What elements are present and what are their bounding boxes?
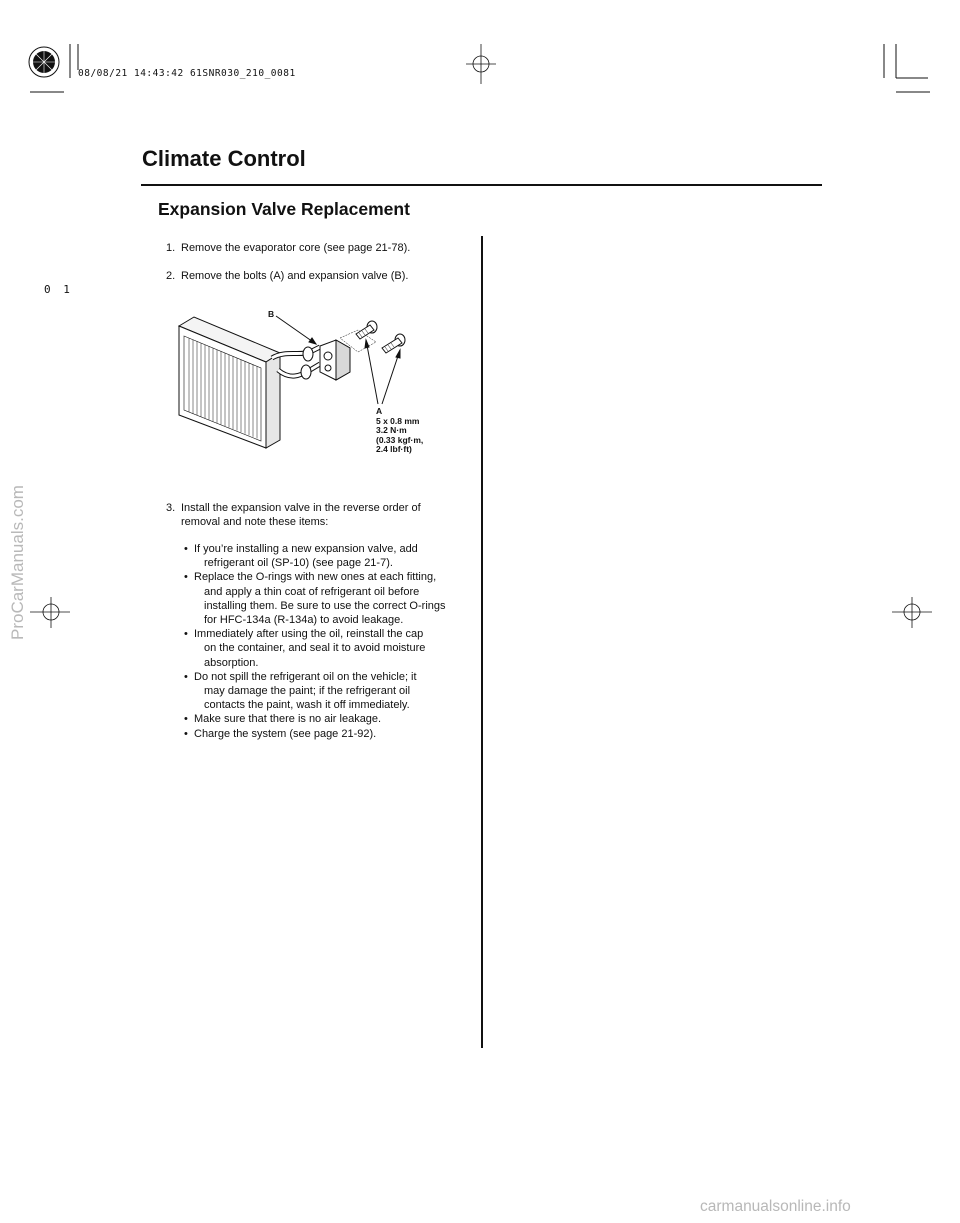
note-line: for HFC-134a (R-134a) to avoid leakage. bbox=[204, 614, 404, 627]
note-line: refrigerant oil (SP-10) (see page 21-7). bbox=[204, 557, 393, 570]
note-item bbox=[184, 712, 474, 726]
note-line: contacts the paint, wash it off immediately. bbox=[204, 699, 410, 712]
note-item bbox=[184, 670, 474, 713]
registration-target-icon bbox=[29, 47, 59, 77]
watermark-bottom: carmanualsonline.info bbox=[700, 1198, 851, 1215]
step-2 bbox=[166, 269, 476, 283]
bullet-icon: • bbox=[184, 571, 188, 584]
section-title: Climate Control bbox=[142, 146, 306, 171]
bullet-icon: • bbox=[184, 670, 188, 683]
step-text: Remove the bolts (A) and expansion valve (B). bbox=[181, 270, 409, 282]
note-item bbox=[184, 627, 474, 670]
step-3 bbox=[166, 501, 476, 529]
note-line: If you’re installing a new expansion valve, add bbox=[194, 543, 418, 555]
step-text-line: Install the expansion valve in the reverse order of bbox=[181, 502, 421, 514]
step-number: 2. bbox=[166, 270, 176, 282]
watermark-side: ProCarManuals.com bbox=[8, 485, 27, 640]
step-text: Remove the evaporator core (see page 21-78). bbox=[181, 242, 411, 254]
subsection-title: Expansion Valve Replacement bbox=[158, 199, 410, 219]
note-line: may damage the paint; if the refrigerant oil bbox=[204, 685, 411, 698]
bullet-icon: • bbox=[184, 727, 188, 740]
note-line: absorption. bbox=[204, 656, 259, 669]
torque-spec-lbfft: 2.4 lbf·ft) bbox=[376, 444, 412, 454]
crosshair-icon bbox=[892, 597, 932, 628]
step-1 bbox=[166, 241, 476, 255]
torque-spec-nm: 3.2 N·m bbox=[376, 425, 407, 435]
note-line: Do not spill the refrigerant oil on the vehicle; it bbox=[194, 670, 417, 683]
column-divider bbox=[481, 236, 483, 1048]
torque-spec-kgfm: (0.33 kgf·m, bbox=[376, 434, 424, 445]
step-number: 3. bbox=[166, 502, 176, 514]
print-stamp: 08/08/21 14:43:42 61SNR030_210_0081 bbox=[78, 68, 296, 79]
title-rule bbox=[141, 184, 822, 186]
note-line: Immediately after using the oil, reinstall the cap bbox=[194, 628, 424, 641]
note-item bbox=[184, 570, 474, 627]
note-item bbox=[184, 727, 474, 741]
bolt-size-spec: 5 x 0.8 mm bbox=[376, 415, 420, 426]
bullet-icon: • bbox=[184, 543, 188, 555]
note-line: Make sure that there is no air leakage. bbox=[194, 713, 382, 726]
bullet-icon: • bbox=[184, 713, 188, 726]
bolt-part bbox=[356, 321, 377, 339]
note-item bbox=[184, 542, 474, 570]
page-code: 0 1 bbox=[44, 283, 73, 296]
notes-list bbox=[184, 542, 474, 741]
note-line: Charge the system (see page 21-92). bbox=[194, 727, 377, 740]
step-text-line: removal and note these items: bbox=[181, 516, 329, 528]
callout-label-b: B bbox=[268, 309, 275, 319]
bullet-icon: • bbox=[184, 628, 188, 641]
note-line: installing them. Be sure to use the correct O-rings bbox=[204, 599, 446, 612]
crosshair-icon bbox=[30, 597, 70, 628]
callout-letter: A bbox=[376, 406, 383, 416]
step-number: 1. bbox=[166, 242, 176, 254]
note-line: on the container, and seal it to avoid moisture bbox=[204, 642, 426, 655]
expansion-valve-part bbox=[320, 340, 350, 380]
callout-label-a bbox=[376, 407, 423, 455]
crosshair-icon bbox=[466, 44, 496, 84]
bolt-part bbox=[382, 334, 405, 353]
evaporator-core-illustration bbox=[179, 317, 280, 448]
note-line: Replace the O-rings with new ones at each fitting, bbox=[194, 571, 437, 584]
note-line: and apply a thin coat of refrigerant oil before bbox=[204, 585, 420, 598]
